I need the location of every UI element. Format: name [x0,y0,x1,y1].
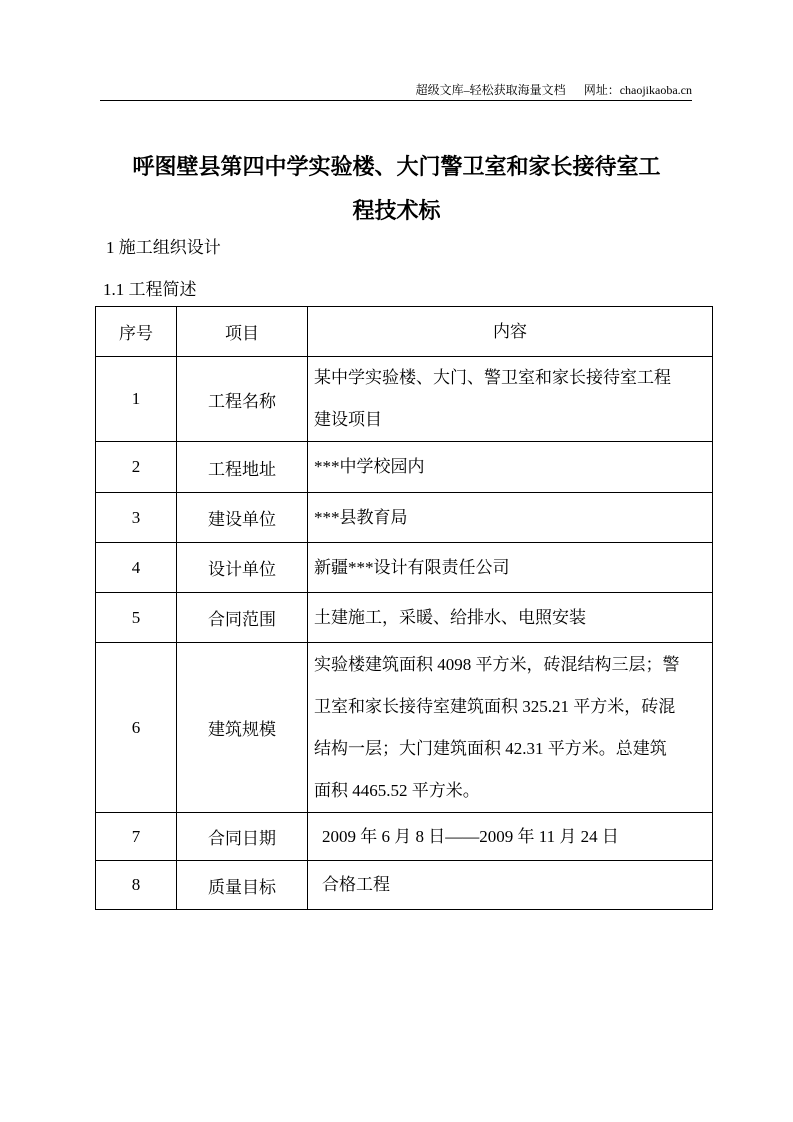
title-line: 程技术标 [352,198,441,223]
row-item: 合同范围 [177,593,308,643]
content-line: ***中学校园内 [314,457,425,476]
row-content [308,442,713,493]
content-line: 新疆***设计有限责任公司 [314,557,510,577]
title-line: 呼图壁县第四中学实验楼、大门警卫室和家长接待室工 [132,154,661,179]
table-row [96,813,713,861]
row-item: 工程名称 [177,357,308,442]
table-row [96,543,713,593]
row-item: 工程地址 [177,442,308,493]
row-item: 合同日期 [177,813,308,861]
row-item: 建设单位 [177,493,308,543]
content-line: ***县教育局 [314,507,408,527]
content-line: 卫室和家长接待室建筑面积 325.21 平方米，砖混 [314,696,676,716]
document-title [90,145,703,233]
table-row [96,643,713,813]
row-no: 2 [96,442,177,493]
content-line: 2009 年 6 月 8 日——2009 年 11 月 24 日 [322,826,619,846]
table-row [96,493,713,543]
content-line: 实验楼建筑面积 4098 平方米，砖混结构三层；警 [314,654,680,674]
row-content [308,357,713,442]
page-header [100,82,692,101]
table-row [96,861,713,910]
subsection-heading: 1.1 工程简述 [103,280,197,299]
content-line: 合格工程 [322,875,390,894]
table-header-row [96,307,713,357]
header-item: 项目 [177,307,308,357]
row-item: 建筑规模 [177,643,308,813]
table-row [96,357,713,442]
row-no: 5 [96,593,177,643]
header-site: 超级文库–轻松获取海量文档 [415,83,566,97]
row-content [308,543,713,593]
row-no: 8 [96,861,177,910]
row-no: 1 [96,357,177,442]
row-item: 设计单位 [177,543,308,593]
content-line: 土建施工，采暖、给排水、电照安装 [314,607,586,627]
row-content [308,643,713,813]
row-no: 6 [96,643,177,813]
row-item: 质量目标 [177,861,308,910]
header-url: 网址：chaojikaoba.cn [583,83,692,97]
row-no: 4 [96,543,177,593]
table-row [96,442,713,493]
header-no: 序号 [96,307,177,357]
row-content [308,493,713,543]
section-heading: 1 施工组织设计 [106,238,221,257]
content-line: 某中学实验楼、大门、警卫室和家长接待室工程 [314,368,671,387]
content-line: 面积 4465.52 平方米。 [314,780,480,800]
row-no: 7 [96,813,177,861]
content-line: 结构一层；大门建筑面积 42.31 平方米。总建筑 [314,738,667,758]
row-content [308,813,713,861]
row-no: 3 [96,493,177,543]
header-content: 内容 [308,307,713,357]
content-line: 建设项目 [314,410,382,429]
project-overview-table [95,306,713,910]
row-content [308,861,713,910]
table-row [96,593,713,643]
row-content [308,593,713,643]
